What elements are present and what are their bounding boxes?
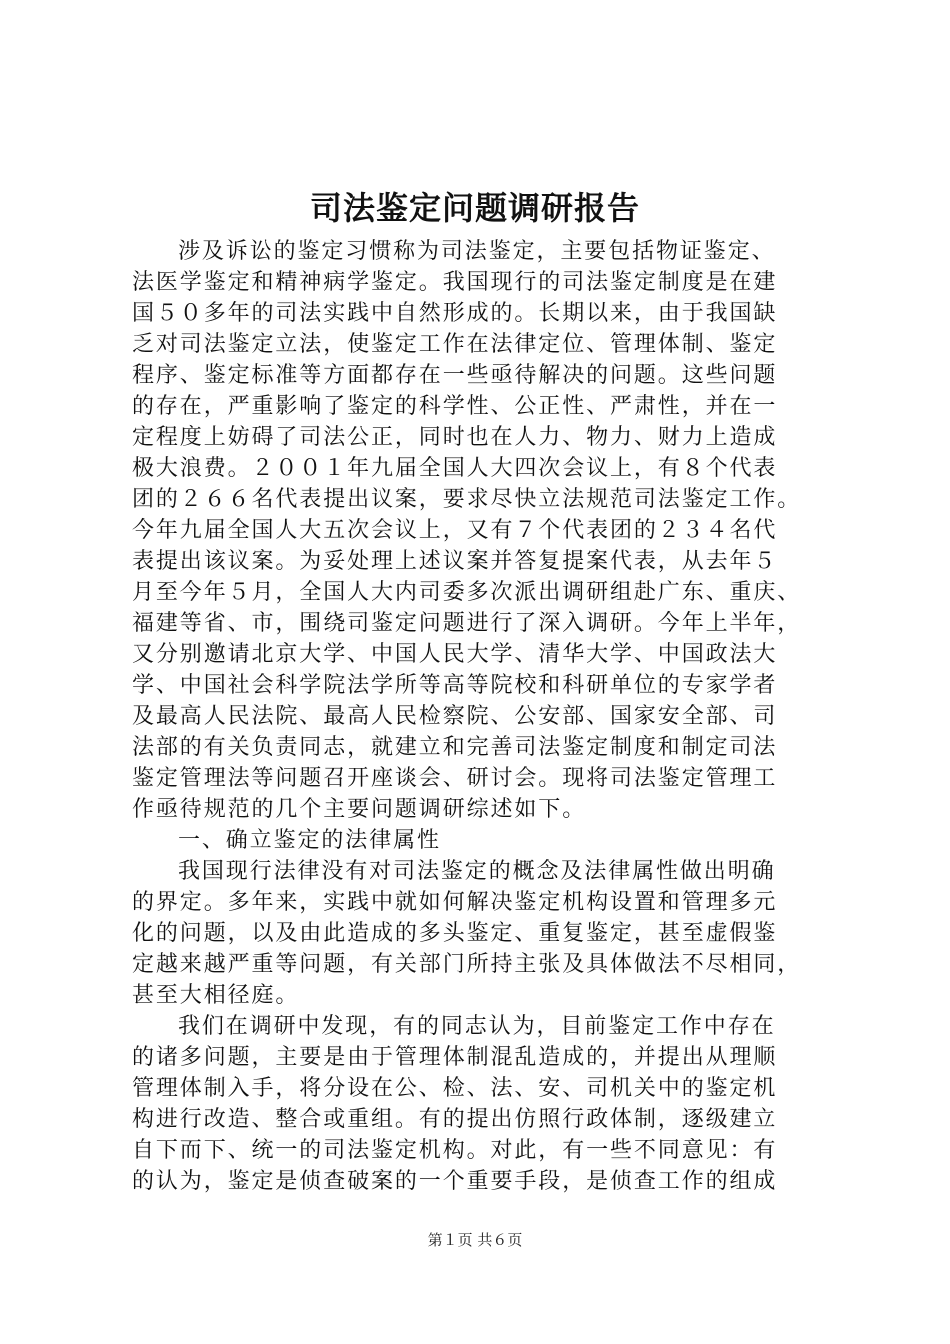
paragraph-line: 乏对司法鉴定立法，使鉴定工作在法律定位、管理体制、鉴定 xyxy=(132,332,778,357)
paragraph-line: 的认为，鉴定是侦查破案的一个重要手段，是侦查工作的组成 xyxy=(132,1169,778,1194)
paragraph-line: 团的２６６名代表提出议案，要求尽快立法规范司法鉴定工作。 xyxy=(132,487,802,512)
paragraph-line: 月至今年５月，全国人大内司委多次派出调研组赴广东、重庆、 xyxy=(132,580,802,605)
paragraph-line: 定程度上妨碍了司法公正，同时也在人力、物力、财力上造成 xyxy=(132,425,778,450)
paragraph-line: 的界定。多年来，实践中就如何解决鉴定机构设置和管理多元 xyxy=(132,890,778,915)
paragraph-line: 化的问题，以及由此造成的多头鉴定、重复鉴定，甚至虚假鉴 xyxy=(132,921,778,946)
paragraph-line: 管理体制入手，将分设在公、检、法、安、司机关中的鉴定机 xyxy=(132,1076,778,1101)
paragraph-line: 国５０多年的司法实践中自然形成的。长期以来，由于我国缺 xyxy=(132,301,778,326)
paragraph-line: 表提出该议案。为妥处理上述议案并答复提案代表，从去年５ xyxy=(132,549,778,574)
paragraph-line: 法医学鉴定和精神病学鉴定。我国现行的司法鉴定制度是在建 xyxy=(132,270,778,295)
paragraph-line: 鉴定管理法等问题召开座谈会、研讨会。现将司法鉴定管理工 xyxy=(132,766,778,791)
paragraph-line: 自下而下、统一的司法鉴定机构。对此，有一些不同意见：有 xyxy=(132,1138,778,1163)
section-heading: 一、确立鉴定的法律属性 xyxy=(178,828,441,853)
paragraph-line: 又分别邀请北京大学、中国人民大学、清华大学、中国政法大 xyxy=(132,642,778,667)
paragraph-line: 构进行改造、整合或重组。有的提出仿照行政体制，逐级建立 xyxy=(132,1107,778,1132)
document-title: 司法鉴定问题调研报告 xyxy=(309,189,640,227)
paragraph-line: 甚至大相径庭。 xyxy=(132,983,300,1008)
paragraph-line: 学、中国社会科学院法学所等高等院校和科研单位的专家学者 xyxy=(132,673,778,698)
paragraph-line: 今年九届全国人大五次会议上，又有７个代表团的２３４名代 xyxy=(132,518,778,543)
document-body xyxy=(132,236,832,1197)
paragraph-line: 的诸多问题，主要是由于管理体制混乱造成的，并提出从理顺 xyxy=(132,1045,778,1070)
paragraph-line: 定越来越严重等问题，有关部门所持主张及具体做法不尽相同， xyxy=(132,952,802,977)
paragraph-line: 福建等省、市，围绕司鉴定问题进行了深入调研。今年上半年， xyxy=(132,611,802,636)
paragraph-line: 极大浪费。２００１年九届全国人大四次会议上，有８个代表 xyxy=(132,456,778,481)
paragraph-line: 作亟待规范的几个主要问题调研综述如下。 xyxy=(132,797,587,822)
paragraph-line: 我国现行法律没有对司法鉴定的概念及法律属性做出明确 xyxy=(178,859,776,884)
paragraph-line: 及最高人民法院、最高人民检察院、公安部、国家安全部、司 xyxy=(132,704,778,729)
paragraph-line: 的存在，严重影响了鉴定的科学性、公正性、严肃性，并在一 xyxy=(132,394,778,419)
paragraph-line: 涉及诉讼的鉴定习惯称为司法鉴定，主要包括物证鉴定、 xyxy=(178,239,776,264)
paragraph-line: 我们在调研中发现，有的同志认为，目前鉴定工作中存在 xyxy=(178,1014,776,1039)
paragraph-line: 法部的有关负责同志，就建立和完善司法鉴定制度和制定司法 xyxy=(132,735,778,760)
page-number: 第１页 共６页 xyxy=(427,1231,523,1249)
paragraph-line: 程序、鉴定标准等方面都存在一些亟待解决的问题。这些问题 xyxy=(132,363,778,388)
